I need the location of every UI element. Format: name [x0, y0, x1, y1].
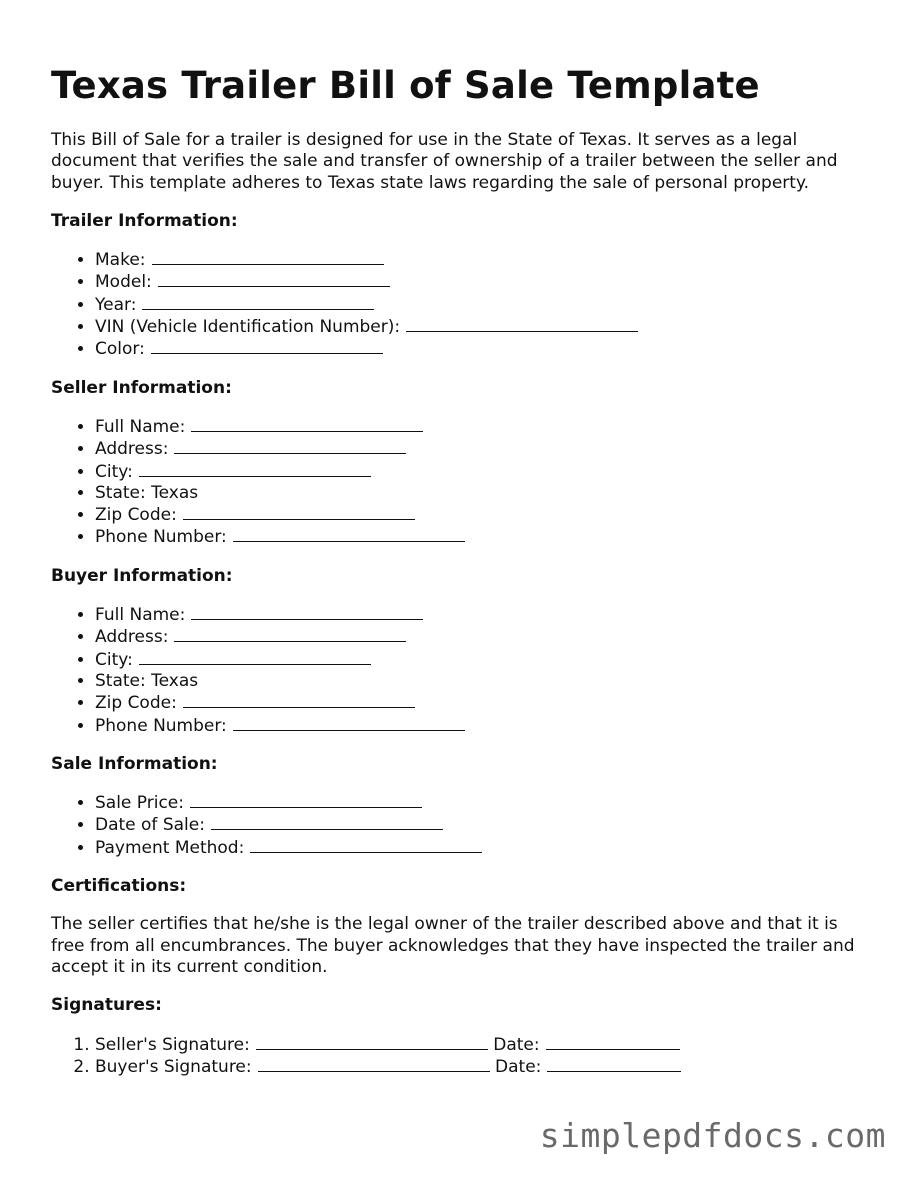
list-item	[95, 271, 871, 293]
buyer-phone-label: Phone Number:	[95, 715, 227, 736]
make-blank	[152, 249, 384, 265]
document-page	[51, 62, 871, 1095]
sale-info-list	[51, 792, 871, 859]
make-label: Make:	[95, 250, 146, 271]
list-item	[95, 792, 871, 814]
buyer-signature-blank	[258, 1056, 490, 1072]
payment-method-label: Payment Method:	[95, 837, 245, 858]
seller-address-label: Address:	[95, 439, 169, 460]
sale-price-blank	[190, 792, 422, 808]
signatures-list	[51, 1034, 871, 1079]
list-item	[95, 461, 871, 483]
list-item	[95, 671, 871, 692]
buyer-zip-label: Zip Code:	[95, 693, 177, 714]
list-item	[95, 438, 871, 460]
seller-signature-blank	[256, 1034, 488, 1050]
signatures-heading: Signatures:	[51, 995, 162, 1016]
seller-state-label: State: Texas	[95, 482, 199, 503]
year-label: Year:	[95, 294, 137, 315]
list-item	[95, 626, 871, 648]
buyer-full-name-blank	[191, 604, 423, 620]
seller-signature-label: Seller's Signature:	[95, 1034, 250, 1055]
list-item	[95, 526, 871, 548]
buyer-state-label: State: Texas	[95, 670, 199, 691]
seller-full-name-label: Full Name:	[95, 416, 186, 437]
list-item	[95, 416, 871, 438]
vin-label: VIN (Vehicle Identification Number):	[95, 317, 401, 338]
seller-date-label: Date:	[493, 1034, 540, 1055]
seller-phone-label: Phone Number:	[95, 527, 227, 548]
seller-address-blank	[174, 438, 406, 454]
list-item	[95, 1034, 871, 1056]
trailer-info-list	[51, 249, 871, 360]
seller-full-name-blank	[191, 416, 423, 432]
list-item	[95, 249, 871, 271]
seller-date-blank	[546, 1034, 680, 1050]
intro-paragraph: This Bill of Sale for a trailer is designed for use in the State of Texas. It serves as a legal document that verifies the sale and transfer of ownership of a trailer between the seller and buyer. This template adheres to Texas state laws regarding the sale of personal property.	[51, 130, 838, 193]
sale-info-heading: Sale Information:	[51, 753, 218, 774]
certifications-heading: Certifications:	[51, 876, 187, 897]
list-item	[95, 294, 871, 316]
color-blank	[151, 338, 383, 354]
year-blank	[142, 294, 374, 310]
certifications-paragraph: The seller certifies that he/she is the legal owner of the trailer described above and that it is free from all encumbrances. The buyer acknowledges that they have inspected the trailer and accept it in its current condition.	[51, 914, 855, 977]
sale-price-label: Sale Price:	[95, 793, 184, 814]
color-label: Color:	[95, 339, 145, 360]
vin-blank	[406, 316, 638, 332]
list-item	[95, 483, 871, 504]
list-item	[95, 814, 871, 836]
list-item	[95, 338, 871, 360]
date-of-sale-blank	[211, 814, 443, 830]
payment-method-blank	[250, 837, 482, 853]
list-item	[95, 316, 871, 338]
seller-zip-blank	[183, 504, 415, 520]
buyer-phone-blank	[233, 715, 465, 731]
seller-city-blank	[139, 461, 371, 477]
buyer-date-label: Date:	[495, 1056, 542, 1077]
buyer-info-list	[51, 604, 871, 737]
seller-city-label: City:	[95, 461, 133, 482]
watermark: simplepdfdocs.com	[539, 1116, 886, 1155]
buyer-date-blank	[547, 1056, 681, 1072]
buyer-address-blank	[174, 626, 406, 642]
buyer-signature-label: Buyer's Signature:	[95, 1056, 252, 1077]
model-blank	[158, 271, 390, 287]
page-title: Texas Trailer Bill of Sale Template	[51, 64, 760, 107]
seller-info-heading: Seller Information:	[51, 377, 232, 398]
list-item	[95, 604, 871, 626]
date-of-sale-label: Date of Sale:	[95, 815, 205, 836]
buyer-city-label: City:	[95, 649, 133, 670]
model-label: Model:	[95, 272, 152, 293]
seller-phone-blank	[233, 526, 465, 542]
buyer-zip-blank	[183, 692, 415, 708]
buyer-city-blank	[139, 649, 371, 665]
buyer-full-name-label: Full Name:	[95, 605, 186, 626]
trailer-info-heading: Trailer Information:	[51, 210, 238, 231]
list-item	[95, 715, 871, 737]
buyer-info-heading: Buyer Information:	[51, 565, 233, 586]
list-item	[95, 649, 871, 671]
list-item	[95, 1056, 871, 1078]
list-item	[95, 692, 871, 714]
seller-info-list	[51, 416, 871, 549]
list-item	[95, 837, 871, 859]
seller-zip-label: Zip Code:	[95, 505, 177, 526]
buyer-address-label: Address:	[95, 627, 169, 648]
list-item	[95, 504, 871, 526]
